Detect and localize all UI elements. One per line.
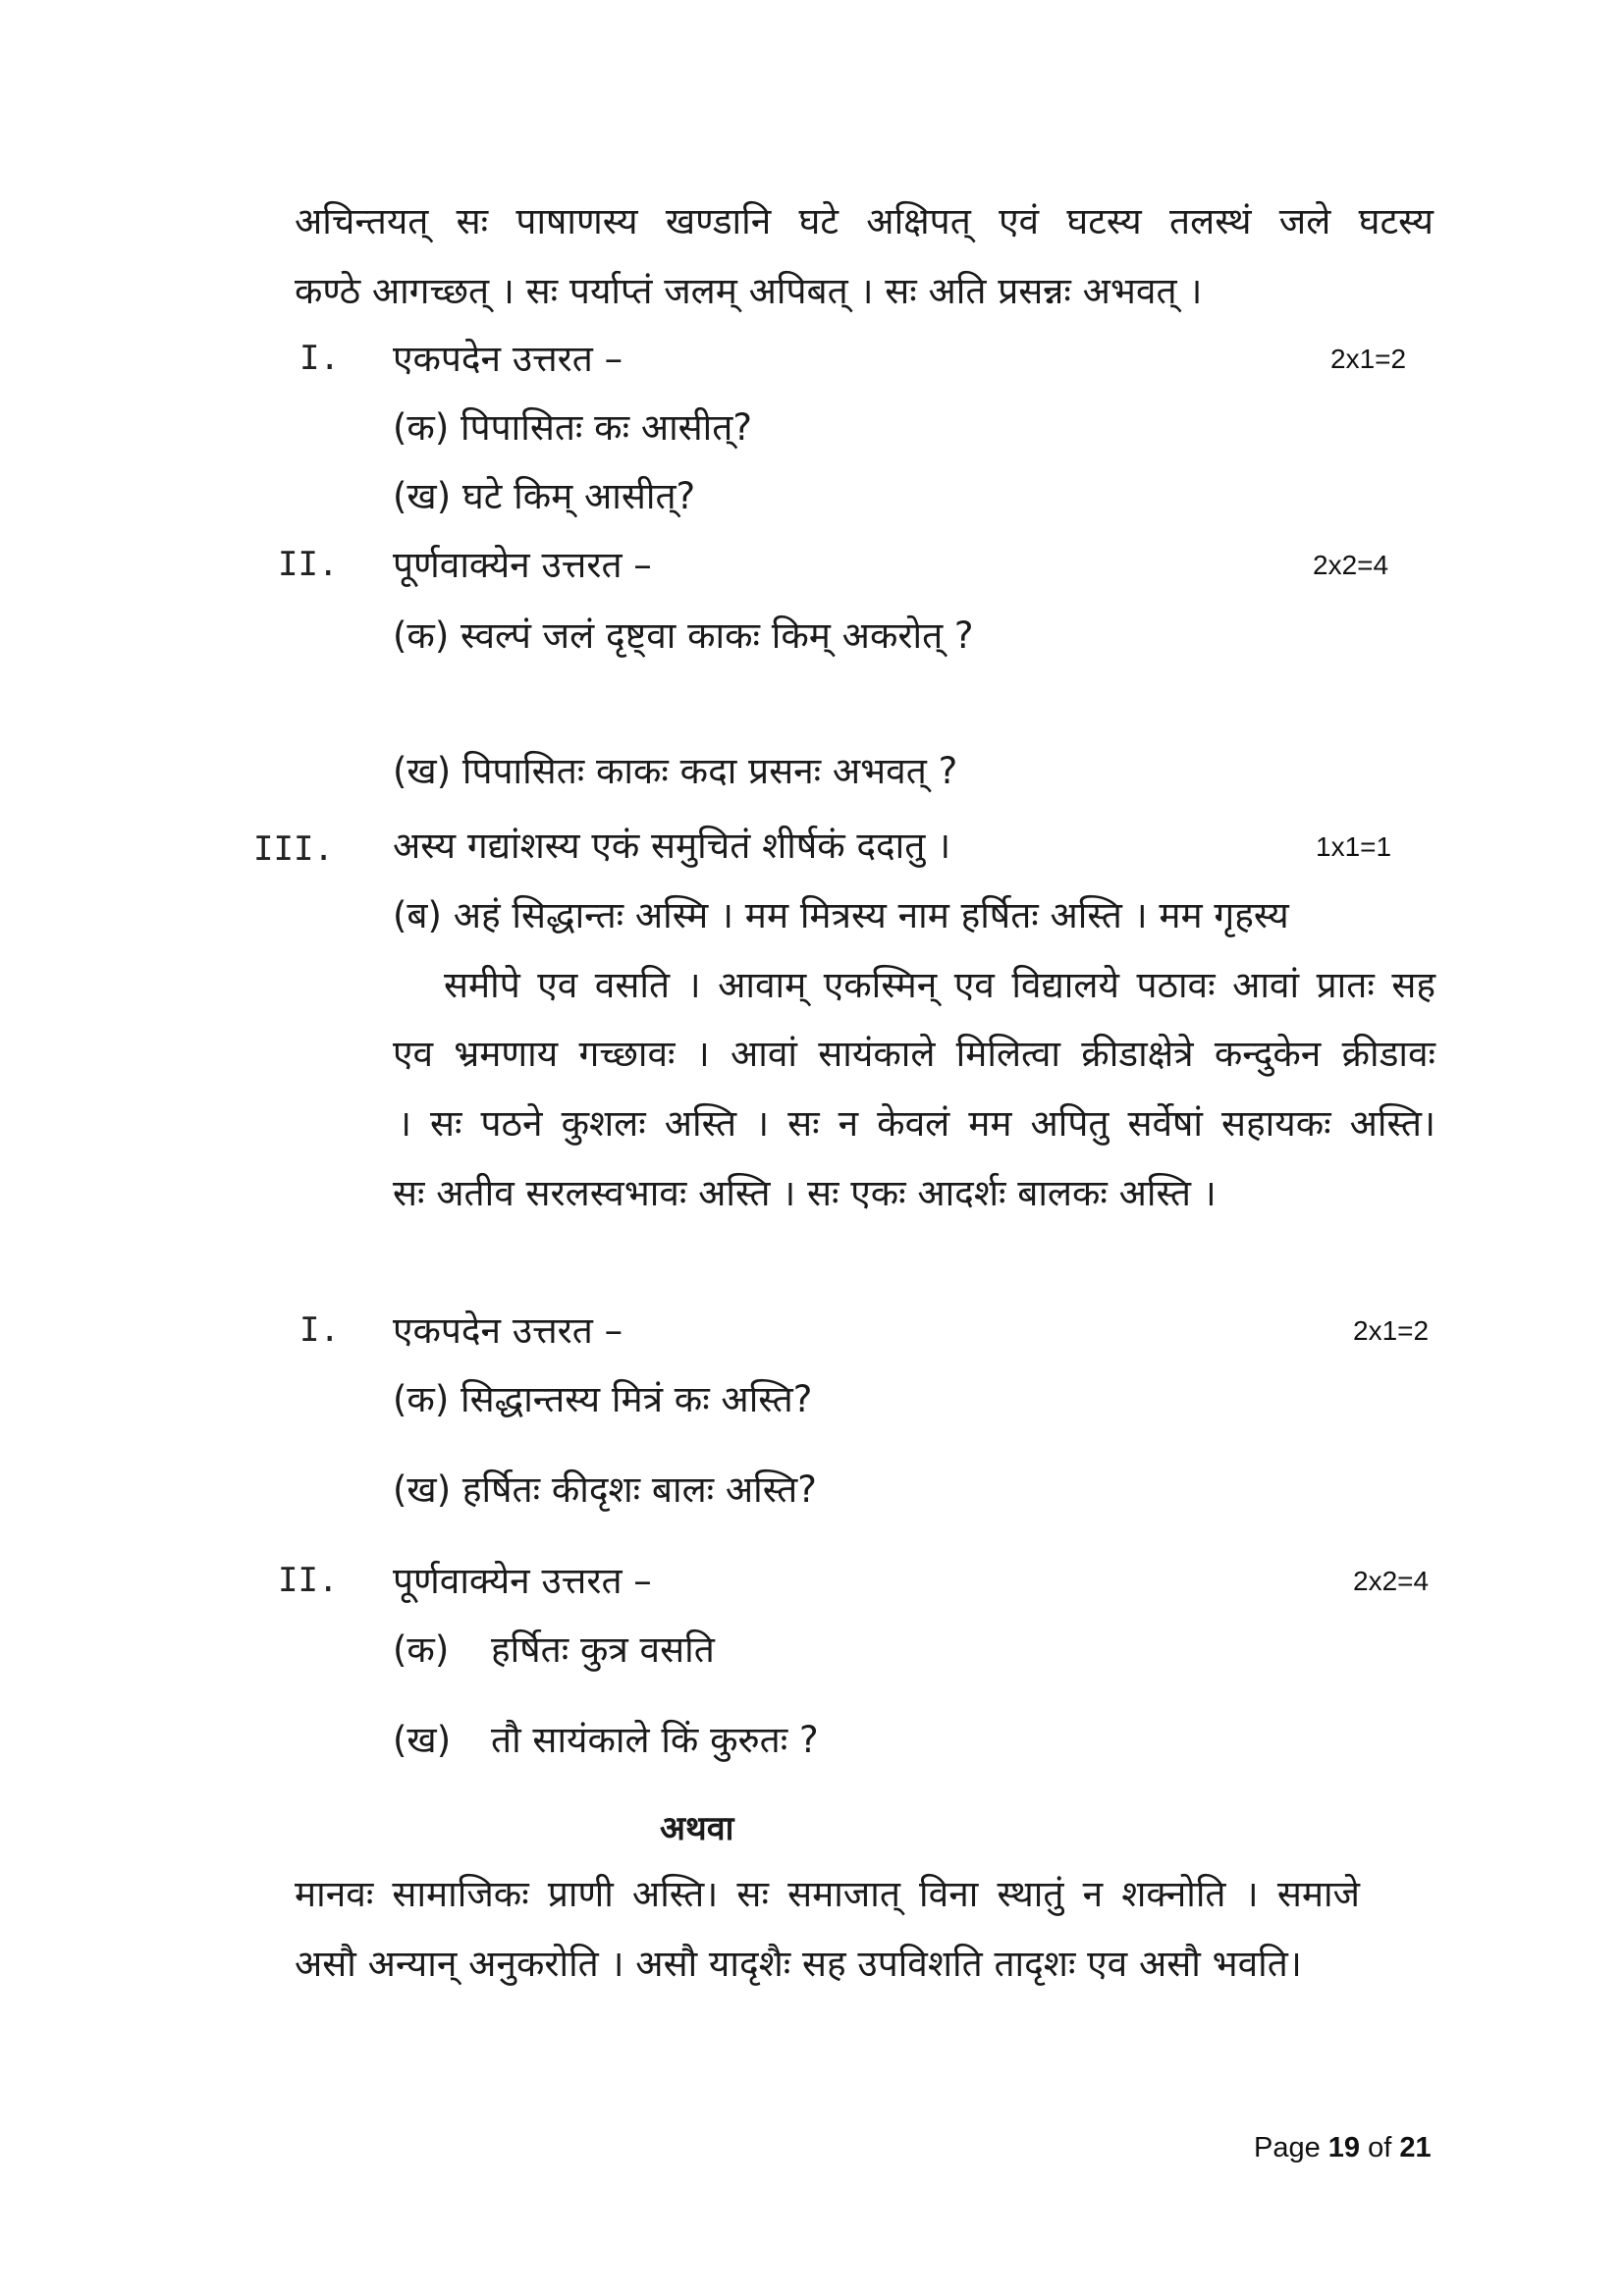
athva-heading: अथवा bbox=[660, 1809, 734, 1848]
passage2-line-1: (ब) अहं सिद्धान्तः अस्मि । मम मित्रस्य नाम हर्षितः अस्ति । मम गृहस्य bbox=[393, 894, 1289, 936]
sub-question: (ख) पिपासितः काकः कदा प्रसनः अभवत् ? bbox=[393, 750, 958, 792]
marks-label: 2x1=2 bbox=[1353, 1315, 1430, 1346]
sub-question: (क) सिद्धान्तस्य मित्रं कः अस्ति? bbox=[393, 1378, 813, 1420]
question-number: II. bbox=[278, 1561, 339, 1600]
marks-label: 1x1=1 bbox=[1316, 831, 1392, 862]
question-number: II. bbox=[278, 545, 339, 584]
passage2-line-3: एव भ्रमणाय गच्छावः । आवां सायंकाले मिलित्वा क्रीडाक्षेत्रे कन्दुकेन क्रीडावः bbox=[393, 1033, 1435, 1075]
passage2-line-4: । सः पठने कुशलः अस्ति । सः न केवलं मम अपितु सर्वेषां सहायकः अस्ति। bbox=[398, 1102, 1435, 1145]
sub-question: (क) पिपासितः कः आसीत्? bbox=[393, 406, 752, 449]
marks-label: 2x2=4 bbox=[1353, 1566, 1430, 1596]
sub-question-label: (ख) bbox=[393, 1719, 452, 1761]
sub-question: (क) स्वल्पं जलं दृष्ट्वा काकः किम् अकरोत् ? bbox=[393, 614, 974, 657]
passage2-line-2: समीपे एव वसति । आवाम् एकस्मिन् एव विद्यालये पठावः आवां प्रातः सह bbox=[444, 964, 1435, 1006]
sub-question-label: (क) bbox=[393, 1629, 450, 1671]
question-instruction: पूर्णवाक्येन उत्तरत – bbox=[393, 544, 652, 586]
sub-question: तौ सायंकाले किं कुरुतः ? bbox=[491, 1719, 819, 1761]
marks-label: 2x2=4 bbox=[1313, 550, 1389, 580]
sub-question: (ख) घटे किम् आसीत्? bbox=[393, 475, 696, 517]
passage3-line-1: मानवः सामाजिकः प्राणी अस्ति। सः समाजात् विना स्थातुं न शक्नोति । समाजे bbox=[295, 1873, 1360, 1915]
passage1-line-1: अचिन्तयत् सः पाषाणस्य खण्डानि घटे अक्षिपत् एवं घटस्य तलस्थं जले घटस्य bbox=[295, 200, 1434, 242]
question-instruction: एकपदेन उत्तरत – bbox=[393, 1309, 623, 1352]
question-instruction: अस्य गद्यांशस्य एकं समुचितं शीर्षकं ददातु । bbox=[393, 825, 951, 867]
question-instruction: एकपदेन उत्तरत – bbox=[393, 338, 623, 380]
question-instruction: पूर्णवाक्येन उत्तरत – bbox=[393, 1560, 652, 1602]
marks-label: 2x1=2 bbox=[1330, 344, 1407, 374]
question-number: III. bbox=[253, 829, 334, 869]
question-number: I. bbox=[299, 1310, 340, 1350]
sub-question: हर्षितः कुत्र वसति bbox=[491, 1629, 715, 1671]
sub-question: (ख) हर्षितः कीदृशः बालः अस्ति? bbox=[393, 1468, 817, 1511]
question-number: I. bbox=[299, 339, 340, 378]
page-number: Page 19 of 21 bbox=[1254, 2132, 1432, 2163]
passage2-line-5: सः अतीव सरलस्वभावः अस्ति । सः एकः आदर्शः बालकः अस्ति । bbox=[393, 1172, 1217, 1214]
passage1-line-2: कण्ठे आगच्छत् । सः पर्याप्तं जलम् अपिबत् । सः अति प्रसन्नः अभवत् । bbox=[295, 270, 1203, 312]
passage3-line-2: असौ अन्यान् अनुकरोति । असौ यादृशैः सह उपविशति तादृशः एव असौ भवति। bbox=[295, 1943, 1302, 1985]
